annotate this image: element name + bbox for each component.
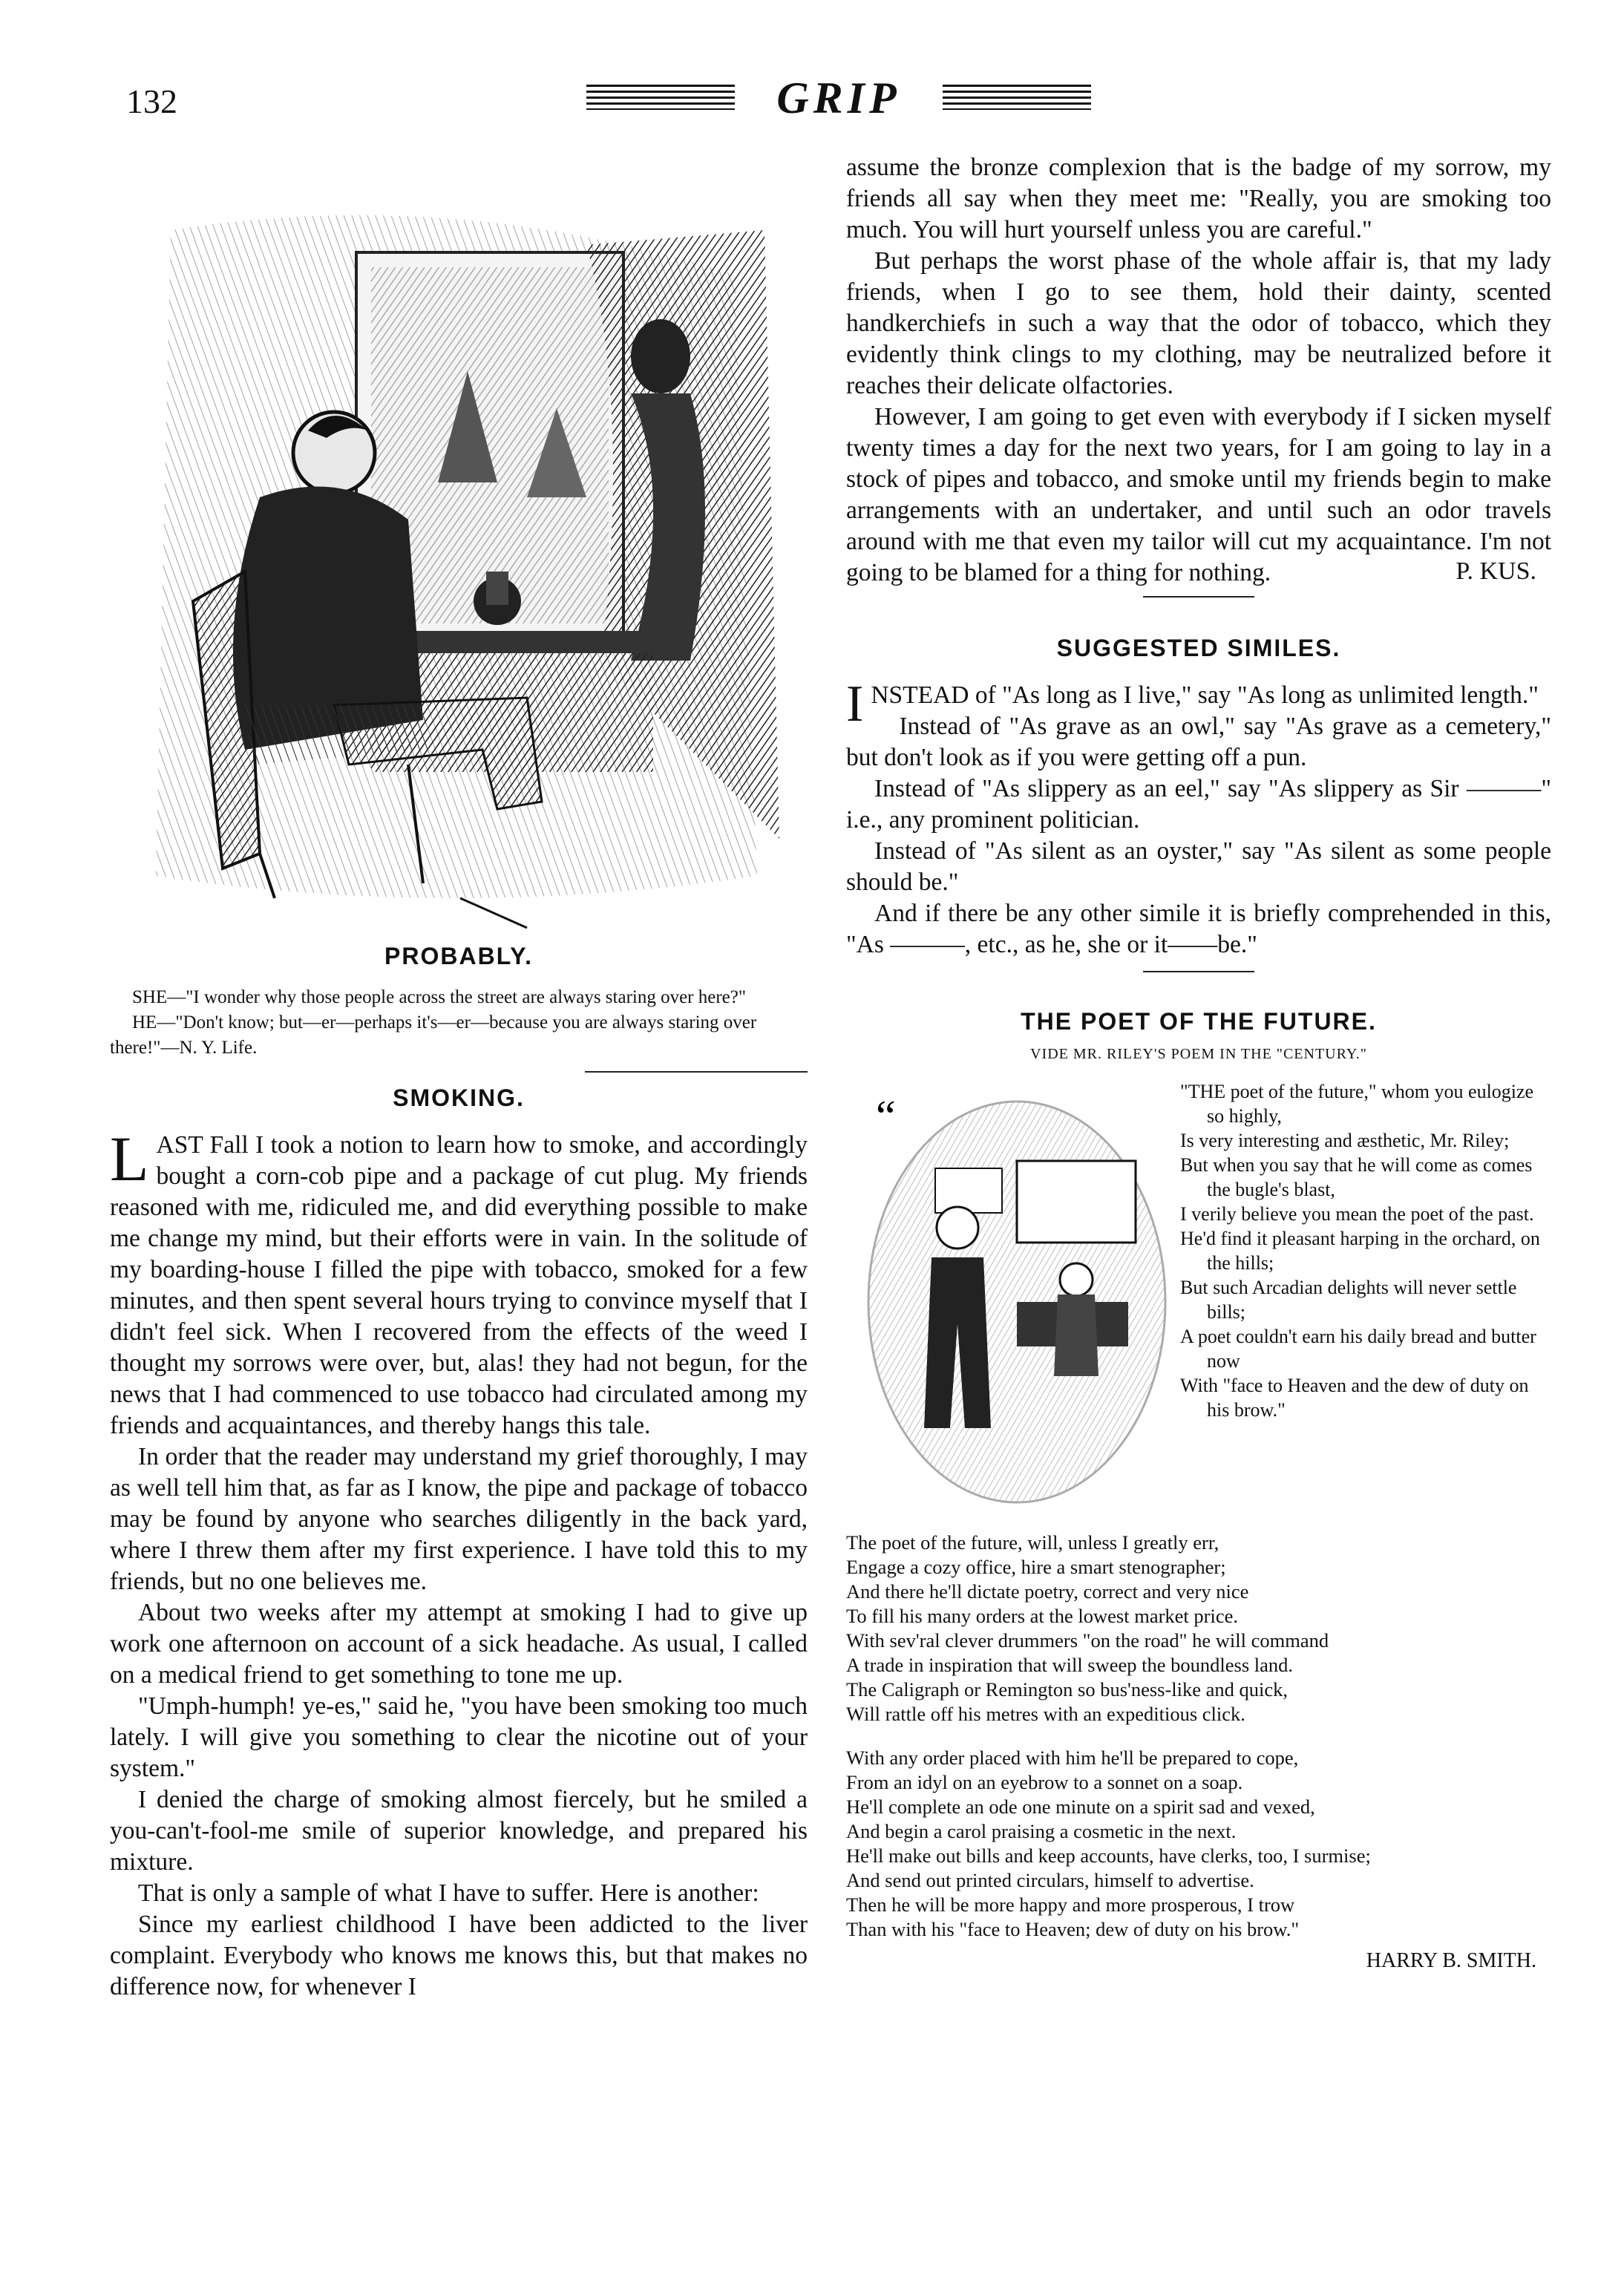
poem-line: But such Arcadian delights will never settle bills; — [1180, 1277, 1517, 1323]
poet-office-vignette-icon — [846, 1079, 1173, 1510]
smoking-continued: assume the bronze complexion that is the badge of my sorrow, my friends all say when they meet me: "Really, you are smoking too much. You will hurt yourself unless you are careful." — [846, 154, 1551, 243]
divider — [585, 1071, 808, 1073]
divider — [1143, 596, 1254, 598]
smoking-paragraph: Since my earliest childhood I have been addicted to the liver complaint. Everybody who knows me knows this, but that makes no difference now, for whenever I — [110, 1911, 808, 2000]
similes-paragraph: Instead of "As grave as an owl," say "As grave as a cemetery," but don't look as if you were getting off a pun. — [846, 713, 1551, 771]
parlor-scene-illustration-icon — [111, 186, 802, 935]
poem-line: Engage a cozy office, hire a smart stenographer; — [846, 1556, 1226, 1578]
poem-line: With any order placed with him he'll be prepared to cope, — [846, 1747, 1299, 1769]
poet-heading: THE POET OF THE FUTURE. — [1021, 1008, 1377, 1035]
smoking-heading: SMOKING. — [393, 1084, 525, 1111]
smoking-continued: However, I am going to get even with everybody if I sicken myself twenty times a day for the next two years, for I am going to lay in a stock of pipes and tobacco, and smoke until my friends begin to make arrangements with an undertaker, and until such an odor travels around with me that even my tailor will cut my acquaintance. I'm not going to be blamed for a thing for nothing. — [846, 403, 1551, 586]
probably-line: SHE—"I wonder why those people across the street are always staring over here?" — [132, 987, 747, 1007]
poem-line: A trade in inspiration that will sweep the boundless land. — [846, 1654, 1294, 1676]
poem-line: A poet couldn't earn his daily bread and butter now — [1180, 1326, 1536, 1372]
poem-line: To fill his many orders at the lowest market price. — [846, 1605, 1238, 1627]
poet-signature: HARRY B. SMITH. — [1366, 1949, 1536, 1972]
poem-line: "THE poet of the future," whom you eulogize so highly, — [1180, 1081, 1534, 1127]
poem-line: From an idyl on an eyebrow to a sonnet on a soap. — [846, 1771, 1243, 1793]
similes-paragraph: INSTEAD of "As long as I live," say "As long as unlimited length." — [846, 675, 1539, 733]
poem-line: Is very interesting and æsthetic, Mr. Riley; — [1180, 1130, 1510, 1151]
poem-line: Then he will be more happy and more prosperous, I trow — [846, 1894, 1295, 1916]
masthead — [586, 68, 1091, 128]
poem-line: And send out printed circulars, himself to advertise. — [846, 1869, 1254, 1891]
smoking-paragraph: LAST Fall I took a notion to learn how to smoke, and accordingly bought a corn-cob pipe and a package of cut plug. My friends reasoned with me, ridiculed me, and did everything possible to make me change my mind, but their efforts were in vain. In the solitude of my boarding-house I filled the pipe with tobacco, smoked for a few minutes, and then spent several hours trying to convince myself that I didn't feel sick. When I recovered from the effects of the weed I thought my sorrows were over, but, alas! they had not begun, for the news that I had commenced to use tobacco had circulated among my friends and acquaintances, and thereby hangs this tale. — [110, 1123, 808, 1439]
similes-paragraph: Instead of "As silent as an oyster," say "As silent as some people should be." — [846, 837, 1551, 896]
probably-line: HE—"Don't know; but—er—perhaps it's—er—because you are always staring over there!"—N. Y. Life. — [110, 1012, 757, 1058]
poem-line: He'll make out bills and keep accounts, have clerks, too, I surmise; — [846, 1845, 1371, 1867]
poet-subheading: VIDE MR. RILEY'S POEM IN THE "CENTURY." — [1030, 1046, 1367, 1062]
poem-line: But when you say that he will come as comes the bugle's blast, — [1180, 1154, 1533, 1200]
poem-line: Than with his "face to Heaven; dew of duty on his brow." — [846, 1918, 1300, 1940]
divider — [1143, 971, 1254, 972]
similes-paragraph: Instead of "As slippery as an eel," say "As slippery as Sir ———" i.e., any prominent politician. — [846, 775, 1551, 834]
poem-line: The Caligraph or Remington so bus'ness-like and quick, — [846, 1678, 1289, 1701]
poem-line: Will rattle off his metres with an expeditious click. — [846, 1703, 1245, 1725]
poem-line: I verily believe you mean the poet of the past. — [1180, 1203, 1534, 1225]
dropcap: I — [846, 675, 864, 733]
smoking-paragraph: In order that the reader may understand my grief thoroughly, I may as well tell him that, as far as I know, the pipe and package of tobacco may be found by anyone who searches diligently in the back yard, where I threw them after my first experience. I have told this to my friends, but no one believes me. — [110, 1443, 808, 1595]
poem-line: And there he'll dictate poetry, correct and very nice — [846, 1580, 1249, 1603]
smoking-paragraph: That is only a sample of what I have to suffer. Here is another: — [138, 1879, 759, 1907]
smoking-paragraph: "Umph-humph! ye-es," said he, "you have been smoking too much lately. I will give you something to clear the nicotine out of your system." — [110, 1692, 808, 1782]
similes-heading: SUGGESTED SIMILES. — [1056, 635, 1341, 661]
masthead-title: GRIP — [776, 73, 901, 122]
poem-line: The poet of the future, will, unless I greatly err, — [846, 1531, 1219, 1554]
poem-line: With "face to Heaven and the dew of duty on his brow." — [1180, 1375, 1529, 1421]
smoking-paragraph: I denied the charge of smoking almost fiercely, but he smiled a you-can't-fool-me smile of superior knowledge, and prepared his mixture. — [110, 1786, 808, 1876]
poem-line: With sev'ral clever drummers "on the road" he will command — [846, 1629, 1329, 1652]
smoking-continued: But perhaps the worst phase of the whole affair is, that my lady friends, when I go to see them, hold their dainty, scented handkerchiefs in such a way that the odor of tobacco, which they evidently think clings to my clothing, may be neutralized before it reaches their delicate olfactories. — [846, 247, 1551, 399]
poem-line: He'd find it pleasant harping in the orchard, on the hills; — [1180, 1228, 1540, 1274]
masthead-rule-right — [943, 85, 1091, 110]
poem-line: And begin a carol praising a cosmetic in the next. — [846, 1820, 1237, 1842]
poem-line: He'll complete an ode one minute on a spirit sad and vexed, — [846, 1796, 1315, 1818]
page-number: 132 — [126, 82, 177, 120]
smoking-signature: P. KUS. — [1456, 557, 1536, 585]
smoking-paragraph: About two weeks after my attempt at smoking I had to give up work one afternoon on account of a sick headache. As usual, I called on a medical friend to get something to tone me up. — [110, 1599, 808, 1689]
svg-text:“: “ — [876, 1092, 896, 1141]
probably-heading: PROBABLY. — [384, 943, 533, 969]
similes-paragraph: And if there be any other simile it is briefly comprehended in this, "As ———, etc., as he, she or it——be." — [846, 900, 1551, 958]
dropcap: L — [110, 1123, 149, 1194]
